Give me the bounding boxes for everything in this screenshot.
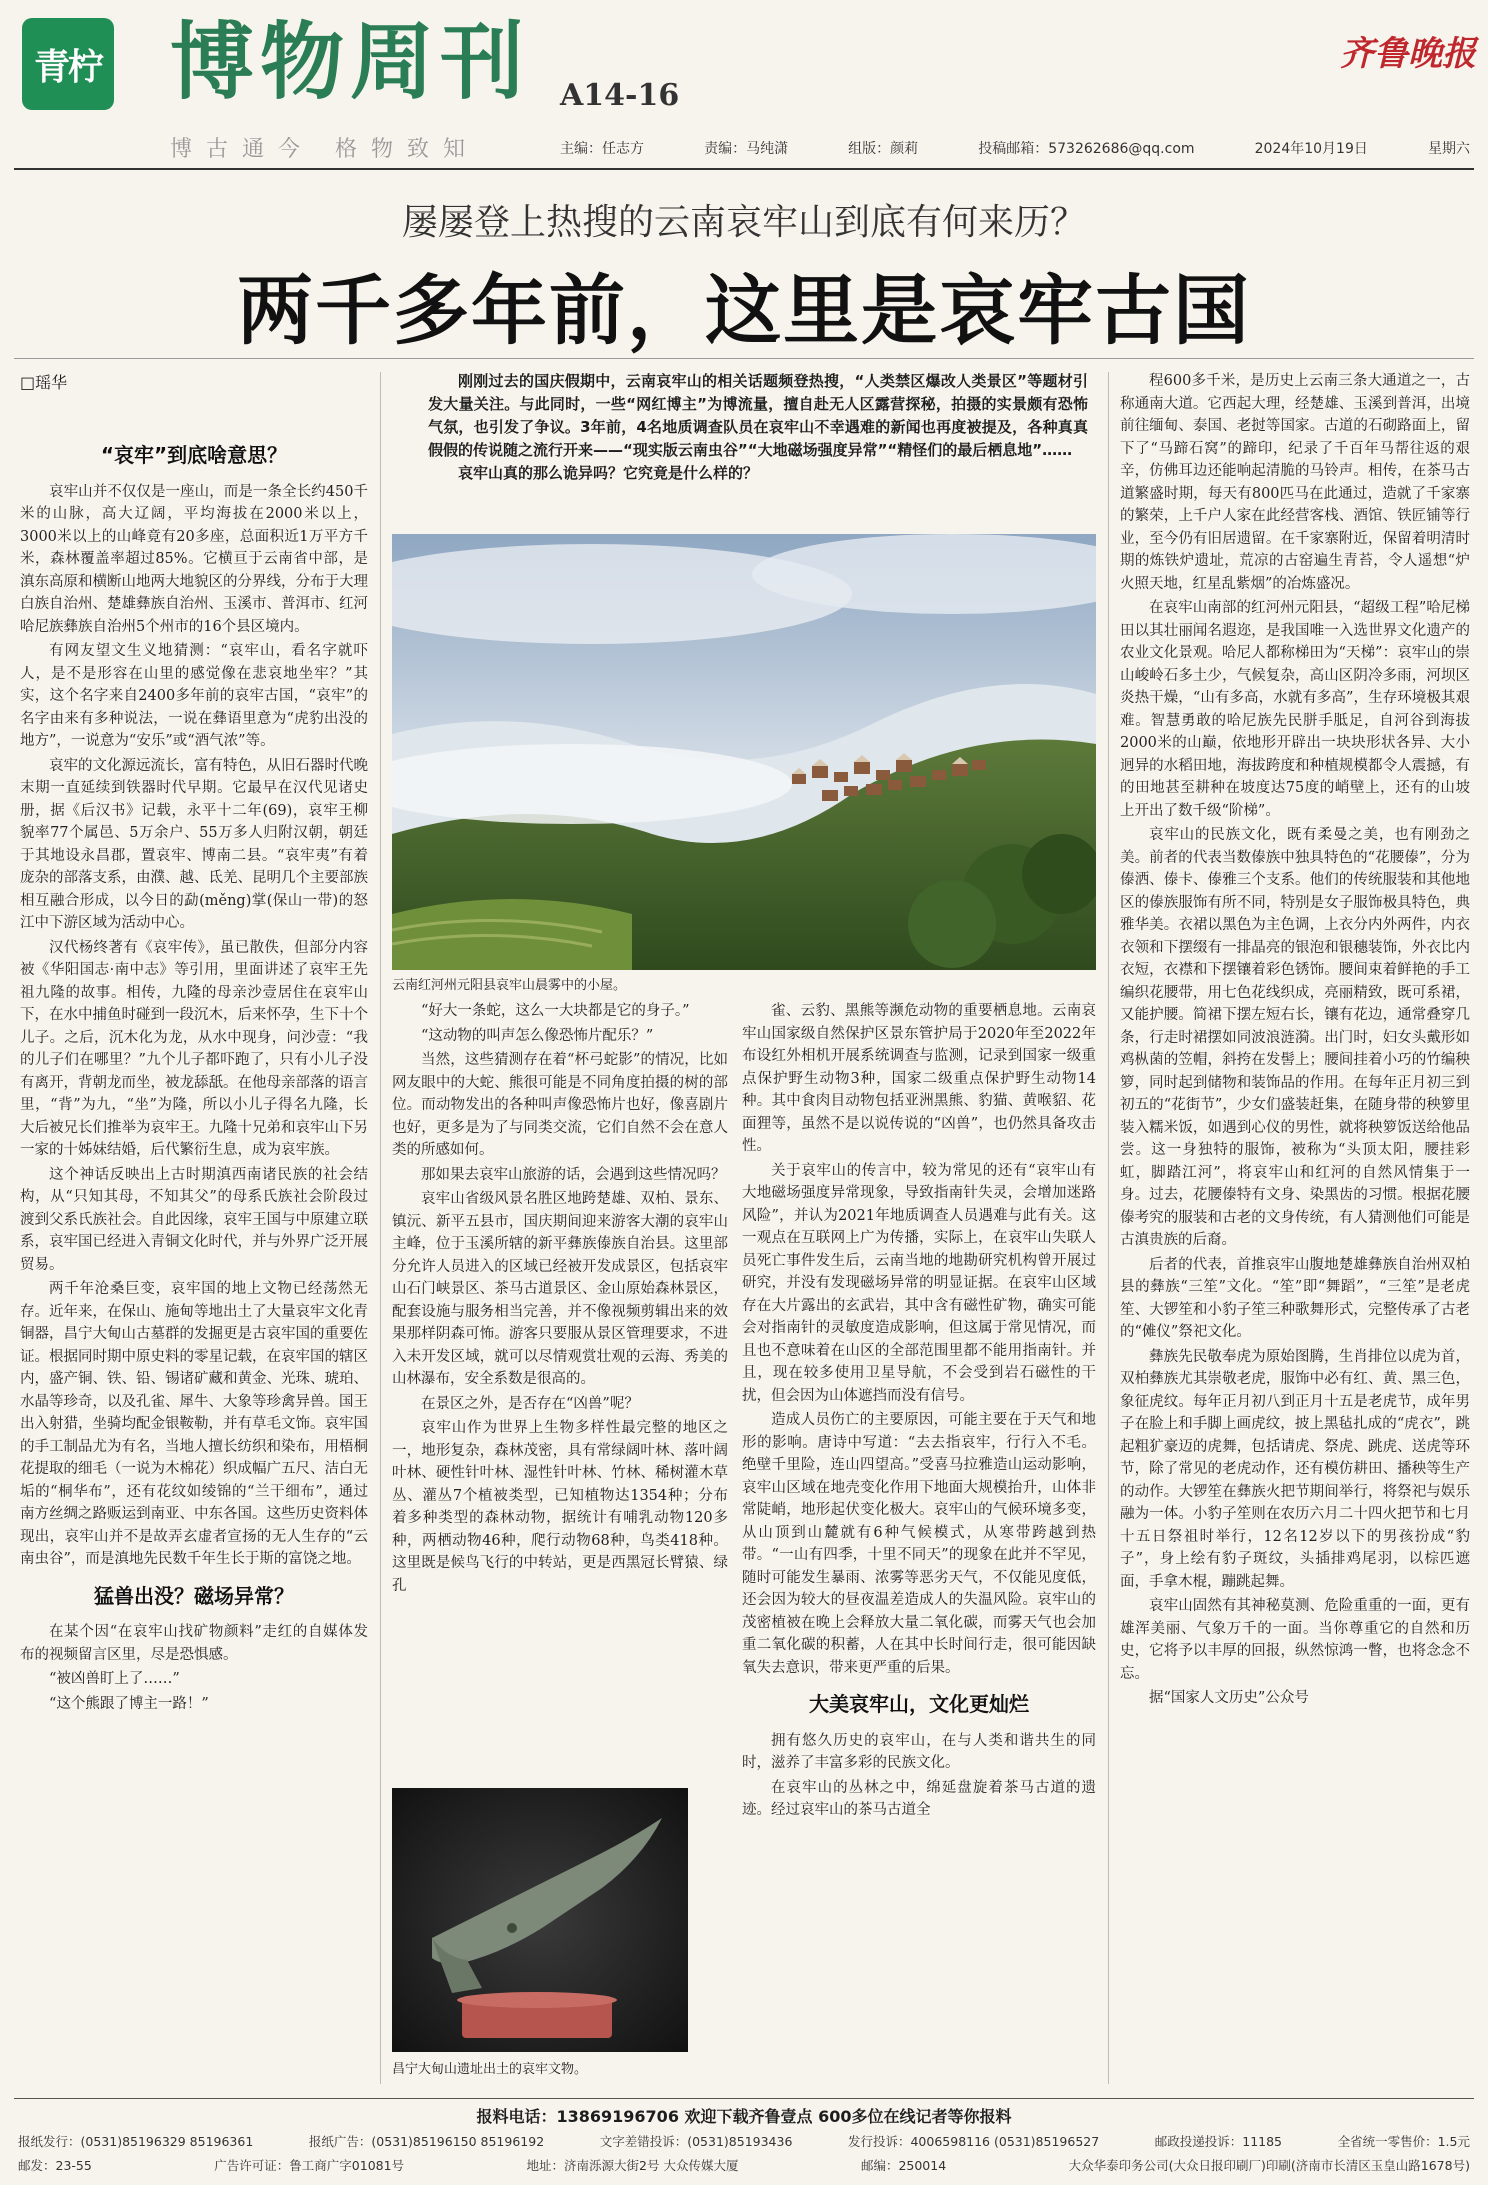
layout-editor: 组版：颜莉 [848, 141, 919, 157]
footer-item: 报纸广告：(0531)85196150 85196192 [308, 2134, 545, 2149]
page-range: A14-16 [560, 78, 680, 113]
article-paragraph: 哀牢山固然有其神秘莫测、危险重重的一面，更有雄浑美丽、气象万千的一面。当你尊重它的自然和历史，它将予以丰厚的回报，纵然惊鸿一瞥，也将念念不忘。 [1120, 1598, 1470, 1682]
column-divider [380, 372, 381, 2084]
footer-item: 大众华泰印务公司(大众日报印刷厂)印刷(济南市长清区玉皇山路1678号) [1068, 2158, 1470, 2173]
article-paragraph: 彝族先民敬奉虎为原始图腾，生肖排位以虎为首，双柏彝族尤其崇敬老虎，服饰中必有红、黄、黑三色，象征虎纹。每年正月初八到正月十五是老虎节，成年男子在脸上和手脚上画虎纹，披上黑毡扎成的“虎衣”，跳起粗犷豪迈的虎舞，包括请虎、祭虎、跳虎、送虎等环节，除了常见的老虎动作，还有模仿耕田、播秧等生产的动作。大锣笙在彝族火把节期间举行，将祭祀与娱乐融为一体。小豹子笙则在农历六月二十四火把节和七月十五日祭祖时举行，12名12岁以下的男孩扮成“豹子”，身上绘有豹子斑纹，头插排鸡尾羽，以棕匹遮面，手拿木棍，蹦跳起舞。 [1120, 1348, 1470, 1590]
article-paragraph: “好大一条蛇，这么一大块都是它的身子。” [421, 1003, 690, 1019]
duty-editor: 责编：马纯潇 [704, 141, 789, 157]
footer-contacts [18, 2132, 1470, 2150]
footer-publication [18, 2156, 1470, 2174]
editor: 主编：任志方 [560, 141, 644, 157]
article-paragraph: 哀牢的文化源远流长，富有特色，从旧石器时代晚末期一直延续到铁器时代早期。它最早在汉代见诸史册，据《后汉书》记载，永平十二年(69)，哀牢王柳貌率77个属邑、5万余户、55万多人归附汉朝，朝廷于其地设永昌郡，置哀牢、博南二县。“哀牢夷”有着庞杂的部落支系，由濮、越、氐羌、昆明几个主要部族相互融合形成，以今日的勐(měng)掌(保山一带)的怒江中下游区域为活动中心。 [20, 757, 368, 931]
section-subheading: 猛兽出没？磁场异常？ [94, 1583, 294, 1608]
article-paragraph: “被凶兽盯上了……” [49, 1671, 180, 1687]
section-title: 博物周刊 [170, 12, 531, 111]
article-paragraph: 造成人员伤亡的主要原因，可能主要在于天气和地形的影响。唐诗中写道：“去去指哀牢，行行入不毛。绝壁千里险，连山四望高。”受喜马拉雅造山运动影响，哀牢山区域在地壳变化作用下地面大规模抬升，山体非常陡峭，地形起伏变化极大。哀牢山的气候环境多变，从山顶到山麓就有6种气候模式，从寒带跨越到热带。“一山有四季，十里不同天”的现象在此并不罕见，随时可能发生暴雨、浓雾等恶劣天气，不仅能见度低，还会因为较大的昼夜温差造成人的失温风险。哀牢山的茂密植被在晚上会释放大量二氧化碳，而雾天气也会加重二氧化碳的积蓄，人在其中长时间行走，很可能因缺氧失去意识，带来更严重的后果。 [742, 1412, 1096, 1676]
headline-rule [14, 358, 1474, 359]
article-paragraph: 汉代杨终著有《哀牢传》，虽已散佚，但部分内容被《华阳国志·南中志》等引用，里面讲述了哀牢王先祖九隆的故事。相传，九隆的母亲沙壹居住在哀牢山下，在水中捕鱼时碰到一段沉木，后来怀孕，生下十个儿子。之后，沉木化为龙，从水中现身，问沙壹：“我的儿子们在哪里？”九个儿子都吓跑了，只有小儿子没有离开，背朝龙而坐，被龙舔舐。在他母亲部落的语言里，“背”为九，“坐”为隆，所以小儿子得名九隆，长大后被兄长们推举为哀牢王。九隆十兄弟和哀牢山下另一家的十姊妹结婚，后代繁衍生息，成为哀牢族。 [20, 939, 368, 1158]
article-paragraph: 那如果去哀牢山旅游的话，会遇到这些情况吗？ [421, 1166, 726, 1183]
article-paragraph: 后者的代表，首推哀牢山腹地楚雄彝族自治州双柏县的彝族“三笙”文化。“笙”即“舞蹈”，“三笙”是老虎笙、大锣笙和小豹子笙三种歌舞形式，完整传承了古老的“傩仪”祭祀文化。 [1120, 1256, 1470, 1340]
lead-paragraph: 哀牢山真的那么诡异吗？它究竟是什么样的？ [458, 464, 759, 482]
lead-paragraph: 刚刚过去的国庆假期中，云南哀牢山的相关话题频登热搜，“人类禁区爆改人类景区”等题材引发大量关注。与此同时，一些“网红博主”为博流量，擅自赴无人区露营探秘，拍摄的实景颇有恐怖气氛，也引发了争议。3年前，4名地质调查队员在哀牢山不幸遇难的新闻也再度被提及，各种真真假假的传说随之流行开来——“现实版云南虫谷”“大地磁场强度异常”“精怪们的最后栖息地”…… [428, 372, 1088, 459]
article-paragraph: 哀牢山作为世界上生物多样性最完整的地区之一，地形复杂，森林茂密，具有常绿阔叶林、落叶阔叶林、硬性针叶林、湿性针叶林、竹林、稀树灌木草丛、灌丛7个植被类型，已知植物达1354种；分布着多种类型的森林动物，据统计有哺乳动物120多种，两栖动物46种，爬行动物68种，鸟类418种。这里既是候鸟飞行的中转站，更是西黑冠长臂猿、绿孔 [392, 1420, 728, 1594]
article-column-2 [392, 1000, 728, 1780]
article-subtitle: 屡屡登上热搜的云南哀牢山到底有何来历？ [401, 202, 1086, 243]
article-paragraph: 程600多千米，是历史上云南三条大通道之一，古称通南大道。它西起大理，经楚雄、玉溪到普洱，出境前往缅甸、泰国、老挝等国家。古道的石砌路面上，留下了“马蹄石窝”的蹄印，纪录了千百年马帮往返的艰辛，仿佛耳边还能响起清脆的马铃声。相传，在茶马古道繁盛时期，每天有800匹马在此通过，造就了千家寨的繁荣，上千户人家在此经营客栈、酒馆、铁匠铺等行业，至今仍有旧居遗留。在千家寨附近，保留着明清时期的炼铁炉遗址，荒凉的古窑遍生青苔，令人遥想“炉火照天地，红星乱紫烟”的冶炼盛况。 [1120, 373, 1470, 592]
article-paragraph: 在景区之外，是否存在“凶兽”呢？ [421, 1395, 639, 1412]
qingning-logo: 青柠 [22, 18, 114, 110]
article-paragraph: 哀牢山的民族文化，既有柔曼之美，也有刚劲之美。前者的代表当数傣族中独具特色的“花腰傣”，分为傣洒、傣卡、傣雅三个支系。他们的传统服装和其他地区的傣族服饰有所不同，特别是女子服饰极具特色，典雅华美。衣裙以黑色为主色调，上衣分内外两件，内衣衣领和下摆缀有一排晶亮的银泡和银穗装饰，外衣比内衣短，衣襟和下摆镶着彩色锈饰。腰间束着鲜艳的手工编织花腰带，用七色花线织成，亮丽精致，既可系裙，又能护腰。简裙下摆左短右长，镶有花边，通常叠穿几条，行走时裙摆如同波浪涟漪。出门时，妇女头戴形如鸡枞菌的笠帽，斜挎在发髻上；腰间挂着小巧的竹编秧箩，同时起到储物和装饰品的作用。在每年正月初三到初五的“花街节”，少女们盛装赶集，在随身带的秧箩里装入糯米饭，如遇到心仪的男性，就将秧箩饭送给他品尝。这一身独特的服饰，被称为“头顶太阳，腰挂彩虹，脚踏江河”，将哀牢山和红河的自然风情集于一身。过去，花腰傣特有文身、染黑齿的习惯。根据花腰傣考究的服装和古老的文身传统，有人猜测他们可能是古滇贵族的后裔。 [1120, 827, 1470, 1248]
ailao-bronze-artifact-photo [392, 1788, 688, 2052]
article-paragraph: 在某个因“在哀牢山找矿物颜料”走红的自媒体发布的视频留言区里，尽是恐惧感。 [20, 1624, 368, 1663]
issue-date: 2024年10月19日 [1254, 141, 1368, 157]
byline: □瑶华 [20, 373, 68, 392]
footer-rule [14, 2098, 1474, 2099]
article-column-1 [20, 430, 368, 2090]
article-paragraph: 在哀牢山的丛林之中，绵延盘旋着茶马古道的遗迹。经过哀牢山的茶马古道全 [742, 1779, 1096, 1818]
footer-item: 发行投诉：4006598116 (0531)85196527 [847, 2134, 1100, 2149]
article-paragraph: 据“国家人文历史”公众号 [1149, 1690, 1309, 1706]
article-paragraph: 有网友望文生义地猜测：“哀牢山，看名字就吓人，是不是形容在山里的感觉像在悲哀地坐牢？”其实，这个名字来自2400多年前的哀牢古国，“哀牢”的名字由来有多种说法，一说在彝语里意为“虎豹出没的地方”，一说意为“安乐”或“酒气浓”等。 [20, 643, 368, 749]
footer-item: 全省统一零售价：1.5元 [1337, 2134, 1470, 2149]
article-paragraph: “这动物的叫声怎么像恐怖片配乐？” [421, 1027, 654, 1044]
ailao-mountain-village-photo [392, 534, 1096, 970]
article-paragraph: 雀、云豹、黑熊等濒危动物的重要栖息地。云南哀牢山国家级自然保护区景东管护局于2020年至2022年布设红外相机开展系统调查与监测，记录到国家一级重点保护野生动物3种，国家二级重点保护野生动物14种。其中食肉目动物包括亚洲黑熊、豹猫、黄喉貂、花面狸等，虽然不是以说传说的“凶兽”，也仍然具备攻击性。 [742, 1003, 1096, 1154]
photo1-caption: 云南红河州元阳县哀牢山晨雾中的小屋。 [392, 978, 627, 993]
masthead-info [560, 138, 1470, 158]
section-subheading: 大美哀牢山，文化更灿烂 [809, 1692, 1029, 1716]
article-column-3 [742, 1000, 1096, 2092]
article-paragraph: 在哀牢山南部的红河州元阳县，“超级工程”哈尼梯田以其壮丽闻名遐迩，是我国唯一入选世界文化遗产的农业文化景观。哈尼人都称梯田为“天梯”：哀牢山的崇山峻岭石多土少，气候复杂，高山区阴冷多雨，河坝区炎热干燥，“山有多高，水就有多高”，生存环境极其艰难。智慧勇敢的哈尼族先民胼手胝足，自河谷到海拔2000米的山巅，依地形开辟出一块块形状各异、大小迥异的水稻田地，海拔跨度和种植规模都令人震撼，有的田地甚至耕种在坡度达75度的峭壁上，还有的山坡上开出了数千级“阶梯”。 [1120, 600, 1470, 819]
submit-email: 投稿邮箱：573262686@qq.com [978, 141, 1195, 157]
article-lead [428, 370, 1088, 485]
article-paragraph: 当然，这些猜测存在着“杯弓蛇影”的情况，比如网友眼中的大蛇、熊很可能是不同角度拍摄的树的部位。而动物发出的各种叫声像恐怖片也好，像喜剧片也好，更多是为了与同类交流，它们自然不会在意人类的所感如何。 [392, 1052, 728, 1158]
footer-item: 地址：济南泺源大街2号 大众传媒大厦 [526, 2158, 739, 2173]
article-paragraph: “这个熊跟了博主一路！” [49, 1695, 209, 1712]
article-paragraph: 哀牢山省级风景名胜区地跨楚雄、双柏、景东、镇沅、新平五县市，国庆期间迎来游客大潮的哀牢山主峰，位于玉溪所辖的新平彝族傣族自治县。这里部分允许人员进入的区域已经被开发成景区，包括哀牢山石门峡景区、茶马古道景区、金山原始森林景区，配套设施与服务相当完善，并不像视频剪辑出来的效果那样阴森可怖。游客只要服从景区管理要求，不进入未开发区域，就可以尽情观赏壮观的云海、秀美的山林瀑布，安全系数是很高的。 [392, 1191, 728, 1387]
section-subheading: “哀牢”到底啥意思？ [100, 443, 288, 467]
article-column-4 [1120, 370, 1470, 2090]
weekday: 星期六 [1427, 141, 1470, 157]
footer-item: 邮编：250014 [860, 2158, 947, 2173]
article-paragraph: 这个神话反映出上古时期滇西南诸民族的社会结构，从“只知其母，不知其父”的母系氏族社会阶段过渡到父系氏族社会。自此因缘，哀牢王国与中原建立联系，哀牢国已经进入青铜文化时代，并与外界广泛开展贸易。 [20, 1166, 368, 1273]
article-paragraph: 拥有悠久历史的哀牢山，在与人类和谐共生的同时，滋养了丰富多彩的民族文化。 [742, 1732, 1096, 1771]
section-motto: 博古通今 格物致知 [170, 137, 479, 162]
footer-item: 邮政投递投诉：11185 [1154, 2134, 1283, 2149]
footer-item: 广告许可证：鲁工商广字01081号 [214, 2158, 405, 2173]
masthead-rule [14, 168, 1474, 170]
article-paragraph: 关于哀牢山的传言中，较为常见的还有“哀牢山有大地磁场强度异常现象，导致指南针失灵，会增加迷路风险”，并认为2021年地质调查人员遇难与此有关。这一观点在互联网上广为传播，实际上，在哀牢山失联人员死亡事件发生后，云南当地的地勘研究机构曾开展过研究，并没有发现磁场异常的明显证据。在哀牢山区域存在大片露出的玄武岩，其中含有磁性矿物，确实可能会对指南针的灵敏度造成影响，但这属于常见情况，而且也不意味着在山区的全部范围里都不能用指南针。并且，现在较多使用卫星导航，不会受到岩石磁性的干扰，但会因为山体遮挡而没有信号。 [742, 1162, 1096, 1404]
newspaper-logo: 齐鲁晚报 [1340, 34, 1476, 74]
footer-item: 邮发：23-55 [18, 2158, 92, 2173]
news-hotline: 报料电话：13869196706 欢迎下载齐鲁壹点 600多位在线记者等你报料 [476, 2107, 1012, 2126]
footer-item: 文字差错投诉：(0531)85193436 [599, 2134, 793, 2149]
column-divider [1108, 372, 1109, 2084]
footer-item: 报纸发行：(0531)85196329 85196361 [18, 2134, 254, 2149]
article-paragraph: 两千年沧桑巨变，哀牢国的地上文物已经荡然无存。近年来，在保山、施甸等地出土了大量哀牢文化青铜器，昌宁大甸山古墓群的发掘更是古哀牢国的重要佐证。根据同时期中原史料的零星记载，在哀牢国的辖区内，盛产铜、铁、铅、锡诸矿藏和黄金、光珠、琥珀、水晶等珍奇，以及孔雀、犀牛、大象等珍禽异兽。国王出入射猎，坐骑均配金银鞍勒，并有草毛文饰。哀牢国的手工制品尤为有名，当地人擅长纺织和染布，用梧桐花提取的细毛（一说为木棉花）织成幅广五尺、洁白无垢的“桐华布”，还有花纹如绫锦的“兰干细布”，通过南方丝绸之路贩运到南亚、中东各国。这些历史资料体现出，哀牢山并不是故弄玄虚者宣扬的无人生存的“云南虫谷”，而是滇地先民数千年生长于斯的富饶之地。 [20, 1281, 368, 1567]
article-paragraph: 哀牢山并不仅仅是一座山，而是一条全长约450千米的山脉，高大辽阔，平均海拔在2000米以上，3000米以上的山峰竟有20多座，总面积近1万平方千米，森林覆盖率超过85%。它横亘于云南省中部，是滇东高原和横断山地两大地貌区的分界线，分布于大理白族自治州、楚雄彝族自治州、玉溪市、普洱市、红河哈尼族彝族自治州5个州市的16个县区境内。 [20, 483, 368, 635]
photo2-caption: 昌宁大甸山遗址出土的哀牢文物。 [392, 2062, 588, 2077]
article-headline: 两千多年前，这里是哀牢古国 [237, 266, 1251, 355]
